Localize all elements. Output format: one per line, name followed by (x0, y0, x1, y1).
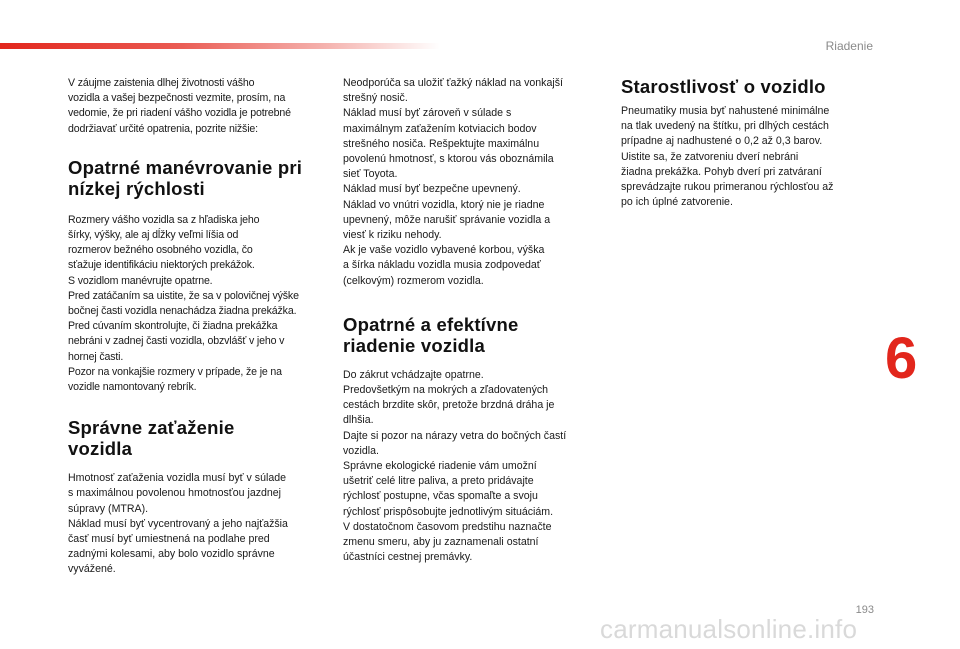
vehicle-care-paragraph (621, 104, 871, 210)
text-line: Opatrné manévrovanie pri (68, 156, 303, 178)
text-line: S vozidlom manévrujte opatrne. (68, 274, 213, 287)
text-line: prípadne aj nadhustené o 0,2 až 0,3 barov. (621, 135, 823, 148)
text-line: Ak je vaše vozidlo vybavené korbou, výška (343, 244, 545, 257)
text-line: Neodporúča sa uložiť ťažký náklad na vonkajší (343, 77, 563, 89)
top-accent-bar (0, 43, 440, 49)
text-line: časť musí byť umiestnená na podlahe pred (68, 533, 270, 546)
text-line: Predovšetkým na mokrých a zľadovatených (343, 384, 549, 397)
text-line: žiadna prekážka. Pohyb dverí pri zatváraní (621, 165, 822, 178)
text-line: Uistite sa, že zatvoreniu dverí nebráni (621, 150, 799, 163)
text-line: šírky, výšky, ale aj dĺžky veľmi líšia od (68, 229, 239, 242)
text-line: cestách brzdite skôr, pretože brzdná dráha je (343, 399, 555, 412)
text-line: a šírka nákladu vozidla musia zodpovedať (343, 259, 541, 272)
text-line: na tlak uvedený na štítku, pri dlhých cestách (621, 120, 829, 133)
text-line: ušetriť celé litre paliva, a preto pridávajte (343, 475, 534, 488)
column-right (621, 76, 871, 210)
text-line: dodržiavať určité opatrenia, pozrite nižšie: (68, 122, 258, 135)
text-line: Náklad musí byť zároveň v súlade s (343, 107, 512, 120)
text-line: Opatrné a efektívne (343, 313, 519, 335)
text-line: Starostlivosť o vozidlo (621, 76, 826, 97)
text-line: Náklad musí byť bezpečne upevnený. (343, 183, 521, 196)
text-line: upevnený, môže narušiť správanie vozidla a (343, 213, 551, 226)
text-line: nízkej rýchlosti (68, 177, 205, 199)
text-line: po ich úplné zatvorenie. (621, 196, 733, 209)
low-speed-paragraph (68, 213, 326, 395)
text-line: V záujme zaistenia dlhej životnosti vášho (68, 77, 255, 89)
heading-vehicle-care (621, 76, 871, 97)
text-line: vozidla (68, 438, 133, 460)
roof-load-paragraph (343, 76, 605, 289)
text-line: vedomie, že pri riadení vášho vozidla je potrebné (68, 107, 291, 120)
text-line: rýchlosť prispôsobujte jednotlivým situáciám. (343, 505, 554, 518)
text-line: nebráni v zadnej časti vozidla, obzvlášť v jeho v (68, 335, 285, 348)
text-line: vozidle namontovaný rebrík. (68, 381, 197, 394)
text-line: povolenú hmotnosť, s ktorou vás oboznámila (343, 153, 554, 166)
text-line: maximálnym zaťažením kotviacich bodov (343, 122, 537, 135)
text-line: zmenu smeru, aby ju zaznamenali ostatní (343, 536, 539, 549)
text-line: Hmotnosť zaťaženia vozidla musí byť v súlade (68, 472, 287, 485)
text-line: V dostatočnom časovom predstihu naznačte (343, 520, 552, 533)
text-line: s maximálnou povolenou hmotnosťou jazdnej (68, 487, 282, 500)
text-line: (celkovým) rozmerom vozidla. (343, 274, 484, 287)
text-line: Dajte si pozor na nárazy vetra do bočných častí (343, 429, 567, 442)
heading-low-speed (68, 157, 326, 199)
text-line: dlhšia. (343, 414, 374, 427)
text-line: Správne zaťaženie (68, 417, 235, 439)
text-line: Pneumatiky musia byť nahustené minimálne (621, 105, 830, 117)
text-line: Pred cúvaním skontrolujte, či žiadna prekážka (68, 320, 278, 333)
heading-efficient-driving (343, 314, 605, 356)
text-line: Pozor na vonkajšie rozmery v prípade, že je na (68, 365, 282, 378)
text-line: riadenie vozidla (343, 334, 485, 356)
text-line: účastníci cestnej premávky. (343, 551, 473, 564)
text-line: zadnými kolesami, aby bolo vozidlo správne (68, 548, 275, 561)
text-line: rýchlosť postupne, včas spomaľte a svoju (343, 490, 538, 503)
column-left (68, 76, 326, 578)
text-line: sieť Toyota. (343, 168, 398, 181)
watermark-text: carmanualsonline.info (600, 614, 858, 644)
heading-loading (68, 417, 326, 459)
column-middle (343, 76, 605, 565)
text-line: sťažuje identifikáciu niektorých prekážok. (68, 259, 255, 272)
text-line: strešného nosiča. Rešpektujte maximálnu (343, 137, 540, 150)
intro-paragraph (68, 76, 326, 137)
text-line: vyvážené. (68, 563, 116, 576)
text-line: Správne ekologické riadenie vám umožní (343, 460, 537, 473)
text-line: Pred zatáčaním sa uistite, že sa v polovičnej výške (68, 289, 299, 302)
text-line: viesť k riziku nehody. (343, 229, 442, 242)
text-line: Náklad vo vnútri vozidla, ktorý nie je riadne (343, 198, 545, 211)
text-line: bočnej časti vozidla nenachádza žiadna prekážka. (68, 305, 297, 318)
section-label: Riadenie (825, 39, 873, 53)
text-line: Rozmery vášho vozidla sa z hľadiska jeho (68, 213, 260, 226)
text-line: sprevádzajte rukou primeranou rýchlosťou až (621, 181, 834, 194)
text-line: strešný nosič. (343, 92, 408, 105)
loading-paragraph (68, 471, 326, 577)
page-number: 193 (855, 604, 874, 616)
text-line: rozmerov bežného osobného vozidla, čo (68, 244, 253, 257)
chapter-number: 6 (885, 326, 918, 391)
text-line: Náklad musí byť vycentrovaný a jeho najťažšia (68, 517, 288, 530)
text-line: vozidla. (343, 444, 379, 457)
text-line: Do zákrut vchádzajte opatrne. (343, 368, 484, 381)
text-line: súpravy (MTRA). (68, 502, 149, 515)
text-line: hornej časti. (68, 350, 124, 363)
text-line: vozidla a vašej bezpečnosti vezmite, prosím, na (68, 92, 286, 105)
efficient-driving-paragraph (343, 368, 605, 566)
